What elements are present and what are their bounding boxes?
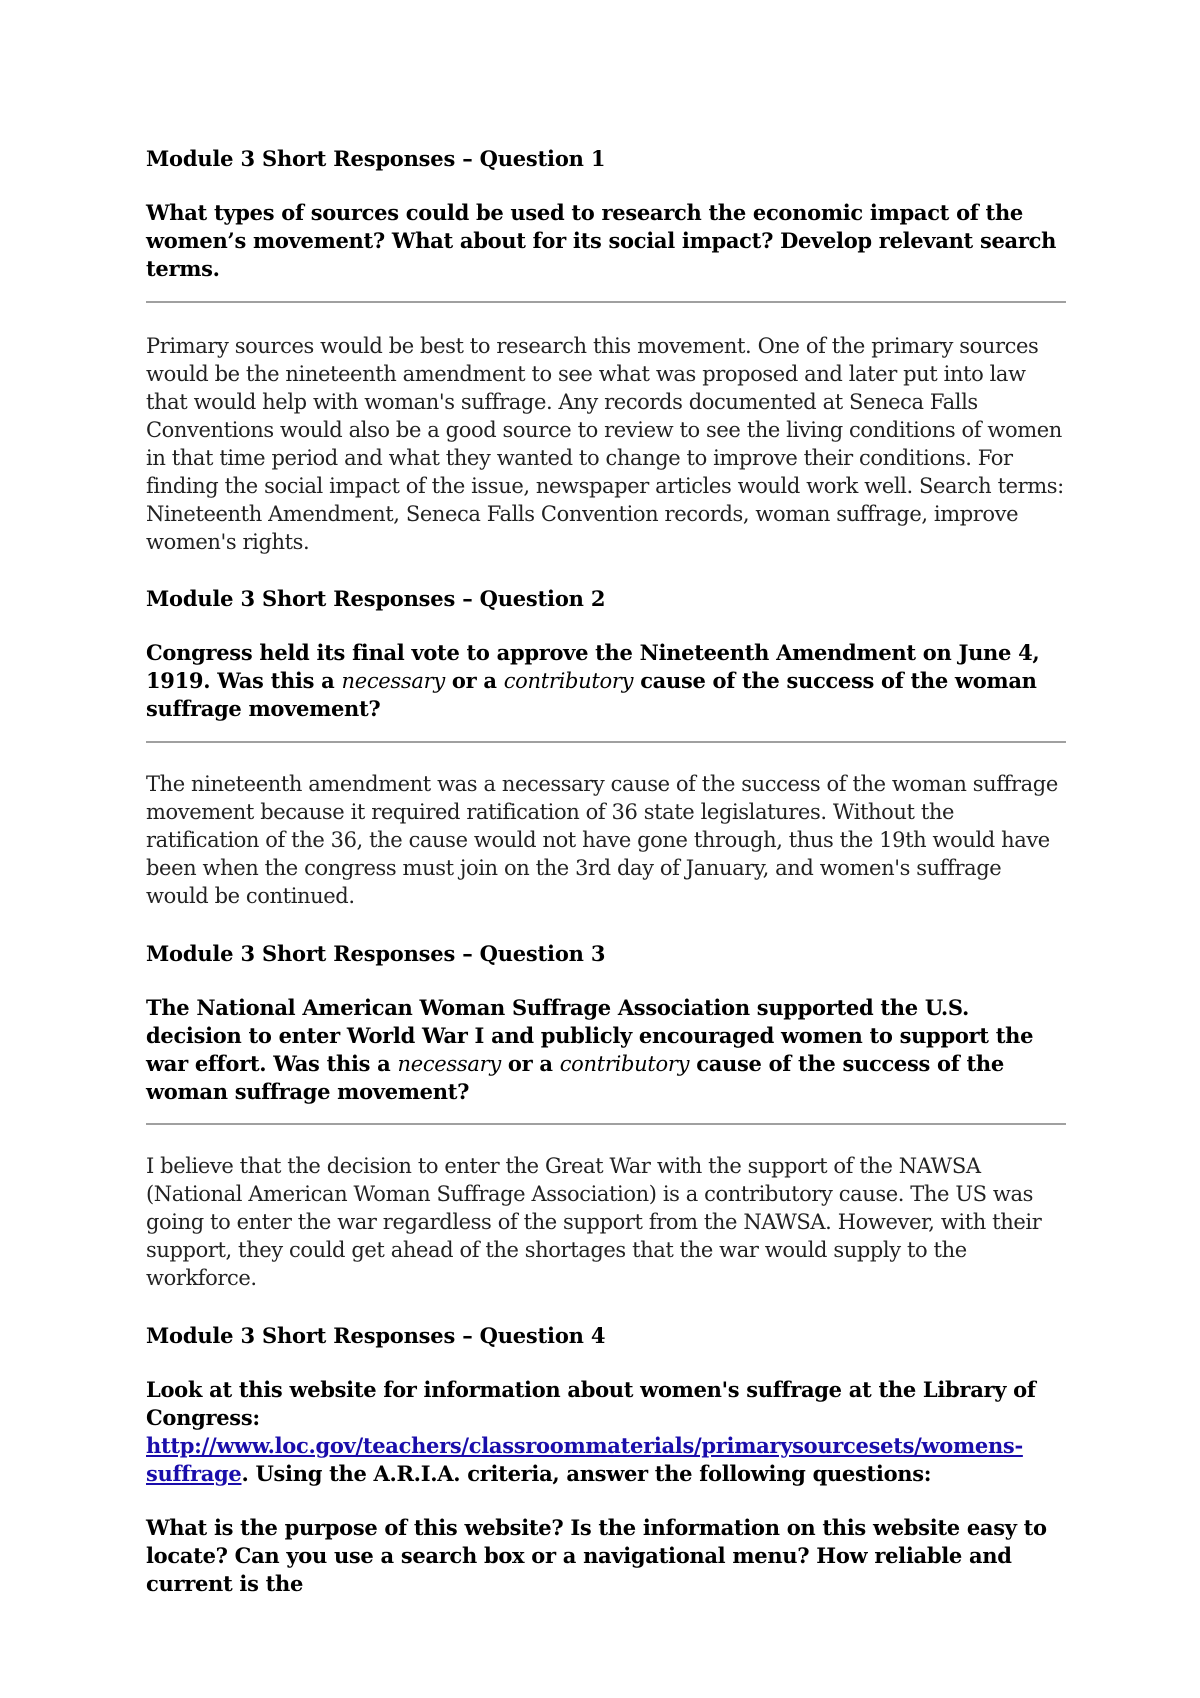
question-4-section (146, 1322, 1066, 1598)
question-3-heading: Module 3 Short Responses – Question 3 (146, 941, 606, 966)
question-3-italic-necessary: necessary (397, 1052, 501, 1076)
question-2-italic-necessary: necessary (341, 669, 445, 693)
question-2-section (146, 585, 1066, 723)
question-3-divider-wrap (146, 1123, 1066, 1125)
question-1-divider-wrap (146, 301, 1066, 303)
question-3-italic-contributory: contributory (559, 1052, 690, 1076)
question-3-prompt-middle: or a (500, 1051, 560, 1076)
question-3-section (146, 940, 1066, 1106)
question-2-prompt-middle: or a (444, 668, 504, 693)
question-4-prompt (146, 1376, 1066, 1488)
question-3-divider (146, 1123, 1066, 1125)
question-4-prompt-end: . Using the A.R.I.A. criteria, answer the following questions: (241, 1461, 932, 1486)
question-2-prompt-end: cause of the success of the woman suffrage movement? (146, 668, 1037, 721)
question-4-prompt-start: Look at this website for information about women's suffrage at the Library of Congress: (146, 1377, 1036, 1430)
question-3-prompt-start: The National American Woman Suffrage Association supported the U.S. decision to enter World War I and publicly encouraged women to support the war effort. Was this a (146, 995, 1034, 1076)
question-2-prompt (146, 639, 1066, 723)
question-1-divider (146, 301, 1066, 303)
question-3-answer: I believe that the decision to enter the Great War with the support of the NAWSA (National American Woman Suffrage Association) is a contributory cause. The US was going to enter the war regardless of the support from the NAWSA. However, with their support, they could get ahead of the shortages that the war would supply to the workforce. (146, 1154, 1042, 1290)
question-1-answer-wrap (146, 332, 1066, 556)
question-1-section (146, 145, 1066, 283)
question-2-divider-wrap (146, 741, 1066, 743)
question-2-answer-wrap (146, 770, 1066, 910)
question-2-italic-contributory: contributory (503, 669, 634, 693)
library-of-congress-link[interactable]: http://www.loc.gov/teachers/classroommaterials/primarysourcesets/womens-suffrage (146, 1433, 1023, 1486)
question-4-followup: What is the purpose of this website? Is the information on this website easy to locate? Can you use a search box or a navigational menu? How reliable and current is the (146, 1515, 1047, 1596)
question-2-heading: Module 3 Short Responses – Question 2 (146, 586, 606, 611)
question-1-heading: Module 3 Short Responses – Question 1 (146, 146, 606, 171)
question-2-answer: The nineteenth amendment was a necessary cause of the success of the woman suffrage movement because it required ratification of 36 state legislatures. Without the ratification of the 36, the cause would not have gone through, thus the 19th would have been when the congress must join on the 3rd day of January, and women's suffrage would be continued. (146, 772, 1058, 908)
question-4-heading: Module 3 Short Responses – Question 4 (146, 1323, 606, 1348)
question-3-answer-wrap (146, 1152, 1066, 1292)
question-3-prompt-end: cause of the success of the woman suffrage movement? (146, 1051, 1004, 1104)
question-3-prompt (146, 994, 1066, 1106)
question-1-prompt: What types of sources could be used to research the economic impact of the women’s movement? What about for its social impact? Develop relevant search terms. (146, 200, 1057, 281)
question-2-prompt-start: Congress held its final vote to approve the Nineteenth Amendment on June 4, 1919. Was this a (146, 640, 1040, 693)
question-1-answer: Primary sources would be best to research this movement. One of the primary sources would be the nineteenth amendment to see what was proposed and later put into law that would help with woman's suffrage. Any records documented at Seneca Falls Conventions would also be a good source to review to see the living conditions of women in that time period and what they wanted to change to improve their conditions. For finding the social impact of the issue, newspaper articles would work well. Search terms: Nineteenth Amendment, Seneca Falls Convention records, woman suffrage, improve women's rights. (146, 334, 1064, 554)
question-2-divider (146, 741, 1066, 743)
